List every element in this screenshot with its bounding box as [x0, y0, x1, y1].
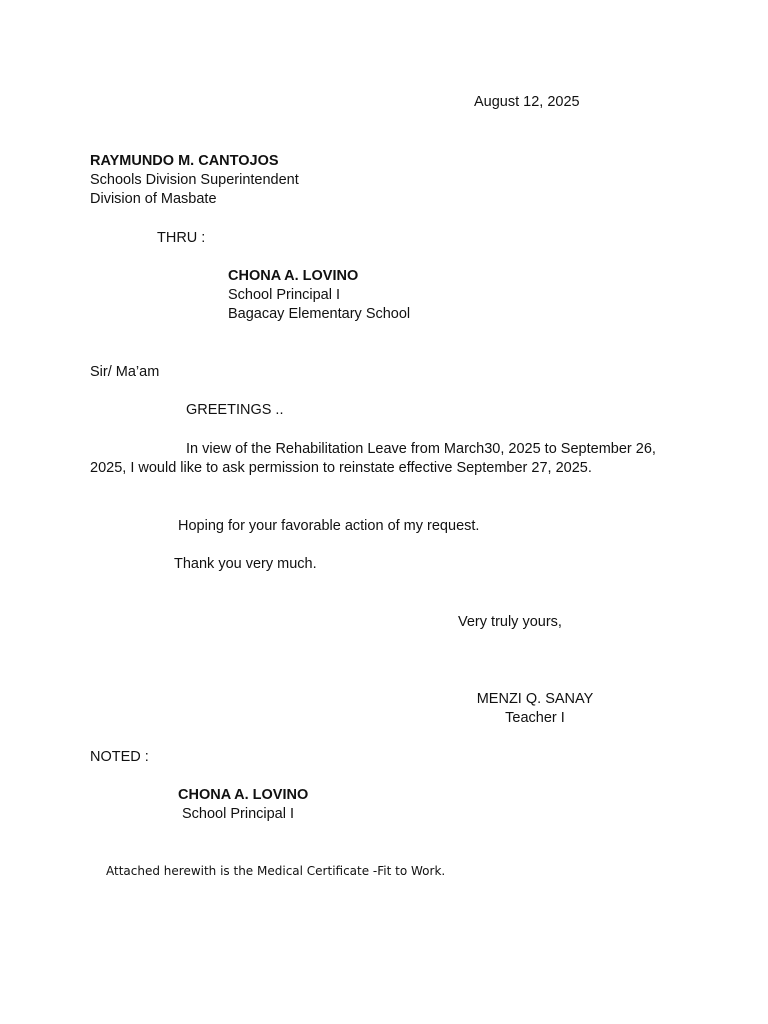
attachment-note: Attached herewith is the Medical Certificate -Fit to Work.	[106, 864, 446, 878]
request-line: Hoping for your favorable action of my request.	[178, 518, 480, 534]
addressee-office: Division of Masbate	[90, 191, 217, 207]
greeting: GREETINGS ..	[186, 402, 284, 418]
noted-title: School Principal I	[182, 806, 295, 822]
noted-label: NOTED :	[90, 749, 149, 765]
thru-name: CHONA A. LOVINO	[228, 268, 359, 284]
thru-title: School Principal I	[228, 287, 341, 303]
thanks-line: Thank you very much.	[174, 556, 317, 572]
sender-title: Teacher I	[505, 710, 565, 726]
salutation: Sir/ Ma’am	[90, 364, 160, 380]
addressee-title: Schools Division Superintendent	[90, 172, 299, 188]
thru-label: THRU :	[157, 230, 206, 246]
letter-date: August 12, 2025	[474, 94, 580, 110]
addressee-name: RAYMUNDO M. CANTOJOS	[90, 153, 279, 169]
sender-name: MENZI Q. SANAY	[476, 691, 594, 707]
noted-name: CHONA A. LOVINO	[178, 787, 309, 803]
thru-school: Bagacay Elementary School	[228, 306, 411, 322]
body-paragraph: In view of the Rehabilitation Leave from March30, 2025 to September 26, 2025, I would like to ask permission to reinstate effective September 27, 2025.	[90, 441, 656, 476]
closing: Very truly yours,	[458, 614, 562, 630]
